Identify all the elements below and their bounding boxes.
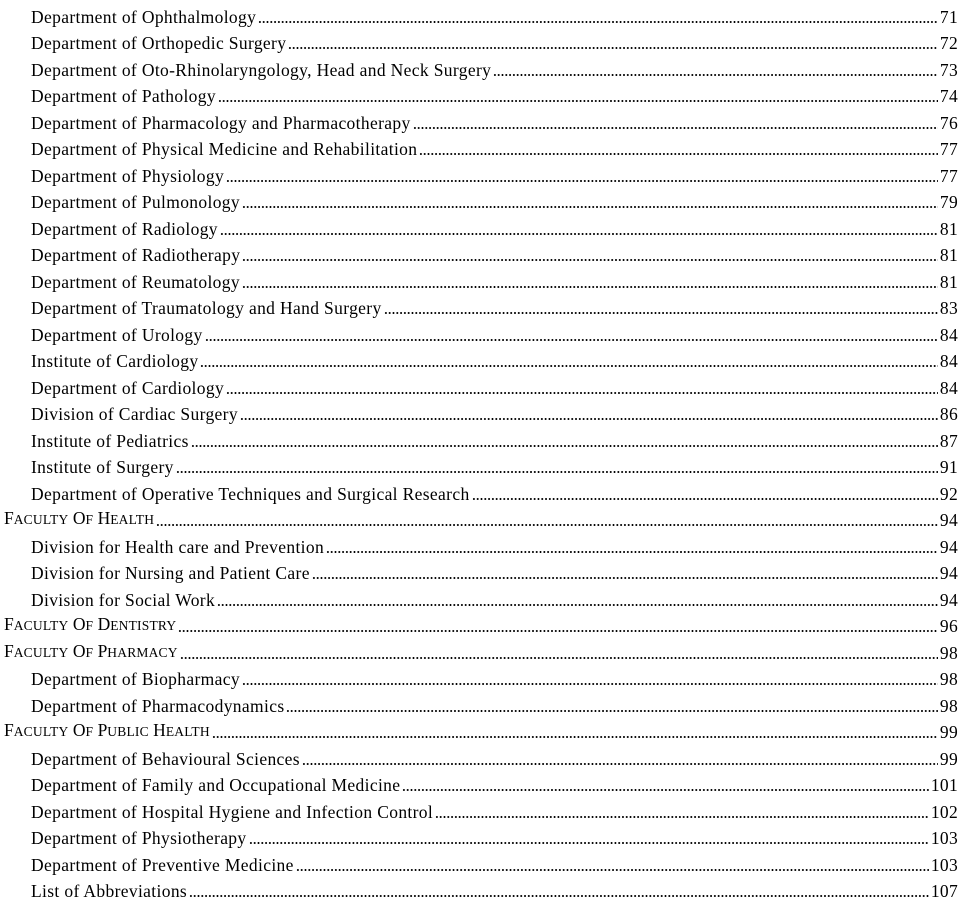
toc-entry-title: Department of Pulmonology xyxy=(31,192,241,212)
toc-page-number: 84 xyxy=(939,351,958,371)
toc-entry[interactable] xyxy=(0,159,960,186)
toc-section-entry[interactable] xyxy=(0,636,960,663)
toc-page-number: 99 xyxy=(939,722,958,742)
toc-page-number: 99 xyxy=(939,749,958,769)
toc-page-number: 83 xyxy=(939,298,958,318)
toc-entry-title: Department of Physiotherapy xyxy=(31,828,248,848)
toc-section-title: FACULTY OF PHARMACY xyxy=(4,641,179,663)
toc-entry[interactable] xyxy=(0,27,960,54)
toc-section-entry[interactable] xyxy=(0,504,960,531)
toc-page-number: 102 xyxy=(930,802,958,822)
toc-entry[interactable] xyxy=(0,292,960,319)
toc-page-number: 81 xyxy=(939,272,958,292)
toc-page-number: 79 xyxy=(939,192,958,212)
toc-page-number: 87 xyxy=(939,431,958,451)
toc-entry-title: Department of Traumatology and Hand Surgery xyxy=(31,298,383,318)
toc-entry[interactable] xyxy=(0,530,960,557)
dot-leader xyxy=(312,577,938,579)
toc-entry-title: Department of Physical Medicine and Rehabilitation xyxy=(31,139,418,159)
dot-leader xyxy=(205,339,938,341)
toc-entry[interactable] xyxy=(0,318,960,345)
toc-entry-title: Department of Urology xyxy=(31,325,204,345)
toc-entry-title: Institute of Surgery xyxy=(31,457,175,477)
dot-leader xyxy=(242,259,938,261)
toc-page-number: 77 xyxy=(939,166,958,186)
toc-page-number: 98 xyxy=(939,696,958,716)
toc-page-number: 81 xyxy=(939,245,958,265)
toc-entry-title: Division for Nursing and Patient Care xyxy=(31,563,311,583)
dot-leader xyxy=(258,21,938,23)
dot-leader xyxy=(178,630,938,632)
toc-entry[interactable] xyxy=(0,822,960,849)
toc-entry[interactable] xyxy=(0,769,960,796)
toc-entry-title: Department of Radiotherapy xyxy=(31,245,241,265)
dot-leader xyxy=(242,286,938,288)
toc-entry-title: Department of Pathology xyxy=(31,86,217,106)
toc-page-number: 103 xyxy=(930,855,958,875)
toc-entry-title: Department of Physiology xyxy=(31,166,225,186)
toc-entry-title: Institute of Pediatrics xyxy=(31,431,190,451)
toc-page-number: 71 xyxy=(939,7,958,27)
toc-entry[interactable] xyxy=(0,795,960,822)
dot-leader xyxy=(419,153,938,155)
toc-entry-title: Department of Reumatology xyxy=(31,272,241,292)
toc-page-number: 91 xyxy=(939,457,958,477)
toc-entry[interactable] xyxy=(0,477,960,504)
toc-entry-title: List of Abbreviations xyxy=(31,881,188,901)
toc-entry[interactable] xyxy=(0,106,960,133)
toc-entry-title: Department of Preventive Medicine xyxy=(31,855,295,875)
toc-entry-title: Department of Cardiology xyxy=(31,378,225,398)
dot-leader xyxy=(493,74,938,76)
dot-leader xyxy=(217,604,938,606)
toc-entry-title: Division for Health care and Prevention xyxy=(31,537,325,557)
dot-leader xyxy=(242,206,938,208)
dot-leader xyxy=(326,551,938,553)
toc-entry-title: Division of Cardiac Surgery xyxy=(31,404,239,424)
toc-entry[interactable] xyxy=(0,186,960,213)
dot-leader xyxy=(302,763,938,765)
dot-leader xyxy=(191,445,938,447)
toc-entry[interactable] xyxy=(0,133,960,160)
dot-leader xyxy=(176,471,938,473)
toc-entry-title: Department of Behavioural Sciences xyxy=(31,749,301,769)
toc-entry[interactable] xyxy=(0,398,960,425)
toc-page-number: 72 xyxy=(939,33,958,53)
dot-leader xyxy=(286,710,937,712)
toc-section-entry[interactable] xyxy=(0,716,960,743)
toc-page-number: 98 xyxy=(939,643,958,663)
dot-leader xyxy=(156,524,938,526)
dot-leader xyxy=(242,683,938,685)
toc-entry-title: Institute of Cardiology xyxy=(31,351,199,371)
toc-entry-title: Department of Ophthalmology xyxy=(31,7,257,27)
toc-entry-title: Department of Pharmacology and Pharmacotherapy xyxy=(31,113,412,133)
toc-page-number: 96 xyxy=(939,616,958,636)
dot-leader xyxy=(384,312,938,314)
toc-entry-title: Department of Biopharmacy xyxy=(31,669,241,689)
toc-entry-title: Department of Radiology xyxy=(31,219,219,239)
toc-entry[interactable] xyxy=(0,848,960,875)
dot-leader xyxy=(249,842,929,844)
toc-page-number: 101 xyxy=(930,775,958,795)
toc-entry[interactable] xyxy=(0,742,960,769)
toc-entry[interactable] xyxy=(0,239,960,266)
toc-entry[interactable] xyxy=(0,53,960,80)
toc-page-number: 107 xyxy=(930,881,958,901)
toc-section-title: FACULTY OF DENTISTRY xyxy=(4,614,177,636)
dot-leader xyxy=(220,233,938,235)
toc-page-number: 94 xyxy=(939,537,958,557)
dot-leader xyxy=(212,736,938,738)
toc-page-number: 94 xyxy=(939,510,958,530)
toc-page-number: 86 xyxy=(939,404,958,424)
toc-page-number: 98 xyxy=(939,669,958,689)
toc-entry-title: Department of Pharmacodynamics xyxy=(31,696,285,716)
toc-entry[interactable] xyxy=(0,583,960,610)
toc-page-number: 94 xyxy=(939,563,958,583)
toc-entry-title: Department of Operative Techniques and Surgical Research xyxy=(31,484,471,504)
toc-page-number: 92 xyxy=(939,484,958,504)
toc-entry-title: Division for Social Work xyxy=(31,590,216,610)
toc-page-number: 84 xyxy=(939,378,958,398)
toc-entry[interactable] xyxy=(0,345,960,372)
toc-page-number: 73 xyxy=(939,60,958,80)
toc-page-number: 76 xyxy=(939,113,958,133)
dot-leader xyxy=(472,498,938,500)
toc-entry[interactable] xyxy=(0,265,960,292)
dot-leader xyxy=(435,816,929,818)
dot-leader xyxy=(296,869,929,871)
toc-page-number: 74 xyxy=(939,86,958,106)
dot-leader xyxy=(180,657,938,659)
toc-page-number: 103 xyxy=(930,828,958,848)
toc-entry-title: Department of Hospital Hygiene and Infection Control xyxy=(31,802,434,822)
dot-leader xyxy=(402,789,928,791)
dot-leader xyxy=(200,365,937,367)
dot-leader xyxy=(226,392,938,394)
toc-entry[interactable] xyxy=(0,875,960,901)
toc-entry[interactable] xyxy=(0,0,960,27)
toc-section-title: FACULTY OF HEALTH xyxy=(4,508,155,530)
toc-page-number: 84 xyxy=(939,325,958,345)
dot-leader xyxy=(413,127,938,129)
dot-leader xyxy=(240,418,938,420)
toc-entry[interactable] xyxy=(0,557,960,584)
toc-entry[interactable] xyxy=(0,663,960,690)
toc-page-number: 77 xyxy=(939,139,958,159)
toc-entry[interactable] xyxy=(0,424,960,451)
toc-entry[interactable] xyxy=(0,80,960,107)
toc-entry[interactable] xyxy=(0,451,960,478)
toc-section-title: FACULTY OF PUBLIC HEALTH xyxy=(4,720,211,742)
toc-entry[interactable] xyxy=(0,371,960,398)
toc-entry-title: Department of Orthopedic Surgery xyxy=(31,33,287,53)
toc-entry[interactable] xyxy=(0,212,960,239)
toc-entry[interactable] xyxy=(0,689,960,716)
toc-page-number: 81 xyxy=(939,219,958,239)
dot-leader xyxy=(218,100,938,102)
dot-leader xyxy=(189,895,929,897)
toc-page-number: 94 xyxy=(939,590,958,610)
dot-leader xyxy=(226,180,938,182)
dot-leader xyxy=(288,47,938,49)
toc-entry-title: Department of Oto-Rhinolaryngology, Head and Neck Surgery xyxy=(31,60,492,80)
toc-entry-title: Department of Family and Occupational Medicine xyxy=(31,775,401,795)
toc-section-entry[interactable] xyxy=(0,610,960,637)
